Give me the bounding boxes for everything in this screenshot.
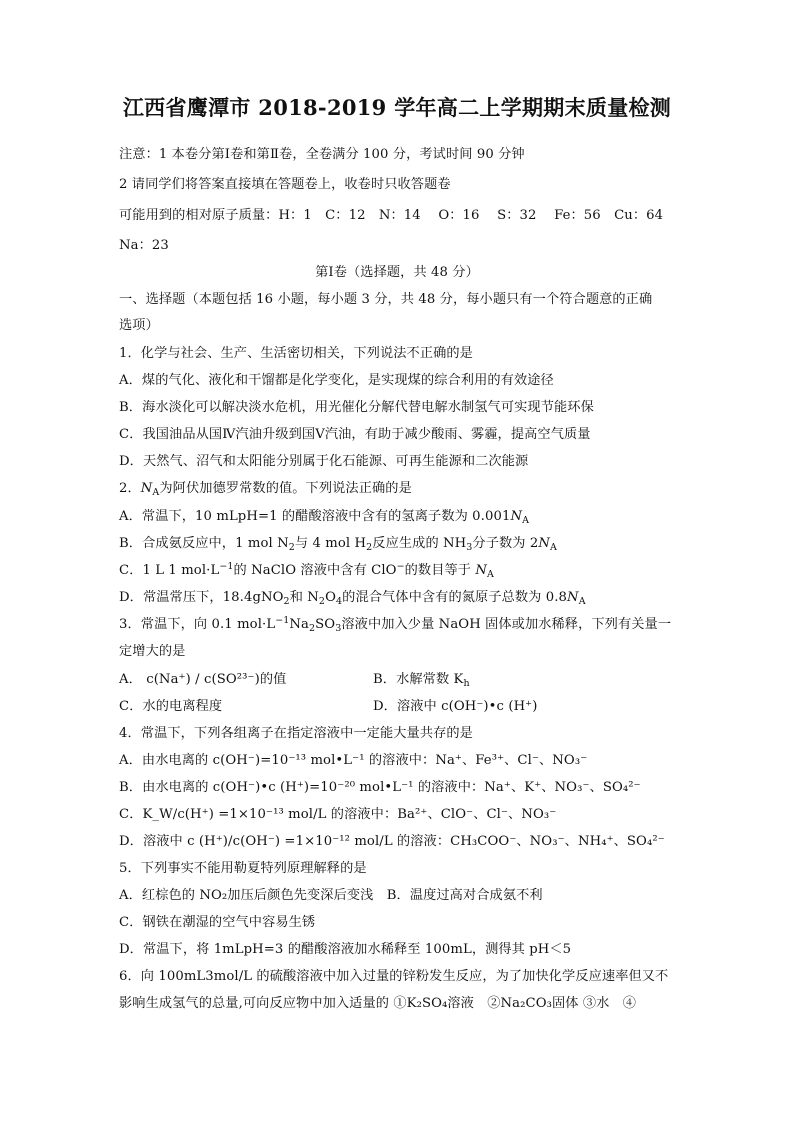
q3-stem-cont: 定增大的是	[119, 644, 186, 659]
q3-stem: 3．常温下，向 0.1 $mol\cdot L^{-1}Na_2SO_3$溶液中加入少量 NaOH 固体或加水稀释，下列有关量一	[119, 615, 672, 634]
q1-option-d: D．天然气、沼气和太阳能分别属于化石能源、可再生能源和二次能源	[119, 454, 529, 469]
q1-option-b: B．海水淡化可以解决淡水危机，用光催化分解代替电解水制氢气可实现节能环保	[119, 400, 594, 415]
q3-row-cd	[119, 698, 538, 716]
q4-option-d: D．溶液中 c (H⁺)/c(OH⁻) =1×10⁻¹² mol/L 的溶液：CH₃COO⁻、NO₃⁻、NH₄⁺、SO₄²⁻	[119, 834, 665, 849]
q4-option-a: A．由水电离的 c(OH⁻)=10⁻¹³ mol•L⁻¹ 的溶液中：Na⁺、Fe³⁺、Cl⁻、NO₃⁻	[119, 753, 588, 768]
section-heading: 第Ⅰ卷（选择题，共 48 分）	[315, 265, 479, 280]
q4-option-c: C．K_W/c(H⁺) =1×10⁻¹³ mol/L 的溶液中：Ba²⁺、ClO⁻、Cl⁻、NO₃⁻	[119, 807, 557, 822]
note-2: 2 请同学们将答案直接填在答题卷上，收卷时只收答题卷	[119, 177, 451, 192]
q5-option-ab: A．红棕色的 NO₂加压后颜色先变深后变浅 B．温度过高对合成氨不利	[119, 888, 543, 903]
q2-option-c: C．1 L 1 $mol\cdot L^{-1}$的 NaClO 溶液中含有 ClO−的数目等于 $N_A$	[119, 561, 494, 580]
q1-option-a: A．煤的气化、液化和干馏都是化学变化，是实现煤的综合利用的有效途径	[119, 373, 554, 388]
q4-option-b: B．由水电离的 c(OH⁻)•c (H⁺)=10⁻²⁰ mol•L⁻¹ 的溶液中：Na⁺、K⁺、NO₃⁻、SO₄²⁻	[119, 780, 641, 795]
q2-option-d: D．常温常压下，18.4gNO$_2$和 $N_2O_4$的混合气体中含有的氮原子总数为 $0.8N_A$	[119, 590, 586, 607]
section-instruction: 一、选择题（本题包括 16 小题，每小题 3 分，共 48 分，每小题只有一个符合题意的正确	[119, 292, 653, 307]
q2-option-a: A．常温下，10 mLpH=1 的醋酸溶液中含有的氢离子数为 $0.001N_A$	[119, 509, 530, 526]
q2-stem: 2．$N_A$为阿伏加德罗常数的值。下列说法正确的是	[119, 481, 412, 498]
note-1: 注意：1 本卷分第Ⅰ卷和第Ⅱ卷，全卷满分 100 分，考试时间 90 分钟	[119, 147, 525, 162]
q3-option-d: D．溶液中 c(OH⁻)•c (H⁺)	[373, 699, 538, 714]
q3-option-b: B．水解常数 $K_h$	[373, 672, 470, 689]
q3-option-c: C．水的电离程度	[119, 699, 223, 714]
q4-stem: 4．常温下，下列各组离子在指定溶液中一定能大量共存的是	[119, 726, 473, 741]
section-instruction-cont: 选项）	[119, 318, 159, 333]
q1-option-c: C．我国油品从国Ⅳ汽油升级到国Ⅴ汽油，有助于减少酸雨、雾霾，提高空气质量	[119, 427, 591, 442]
q3-row-ab	[119, 671, 470, 689]
q6-stem-cont: 影响生成氢气的总量,可向反应物中加入适量的 ①K₂SO₄溶液 ②Na₂CO₃固体 ③水 ④	[119, 996, 637, 1011]
q6-stem: 6．向 100mL3mol/L 的硫酸溶液中加入过量的锌粉发生反应，为了加快化学反应速率但又不	[119, 969, 669, 984]
q3-option-a: A． c(Na⁺) / c(SO²³⁻)的值	[119, 672, 287, 687]
atomic-masses: 可能用到的相对原子质量：H：1 C：12 N：14 O：16 S：32 Fe：56 Cu：64	[119, 208, 664, 223]
page-title: 江西省鹰潭市 2018-2019 学年高二上学期期末质量检测	[122, 95, 672, 120]
atomic-masses-cont: Na：23	[119, 238, 169, 253]
q2-option-b: B．合成氨反应中，1 mol $N_2$与 4 mol $H_2$反应生成的 $NH_3$分子数为 $2N_A$	[119, 536, 557, 553]
q5-option-c: C．钢铁在潮湿的空气中容易生锈	[119, 915, 316, 930]
q5-stem: 5．下列事实不能用勒夏特列原理解释的是	[119, 861, 367, 876]
q1-stem: 1．化学与社会、生产、生活密切相关，下列说法不正确的是	[119, 346, 473, 361]
q5-option-d: D．常温下，将 1mLpH=3 的醋酸溶液加水稀释至 100mL，测得其 pH＜5	[119, 942, 572, 957]
